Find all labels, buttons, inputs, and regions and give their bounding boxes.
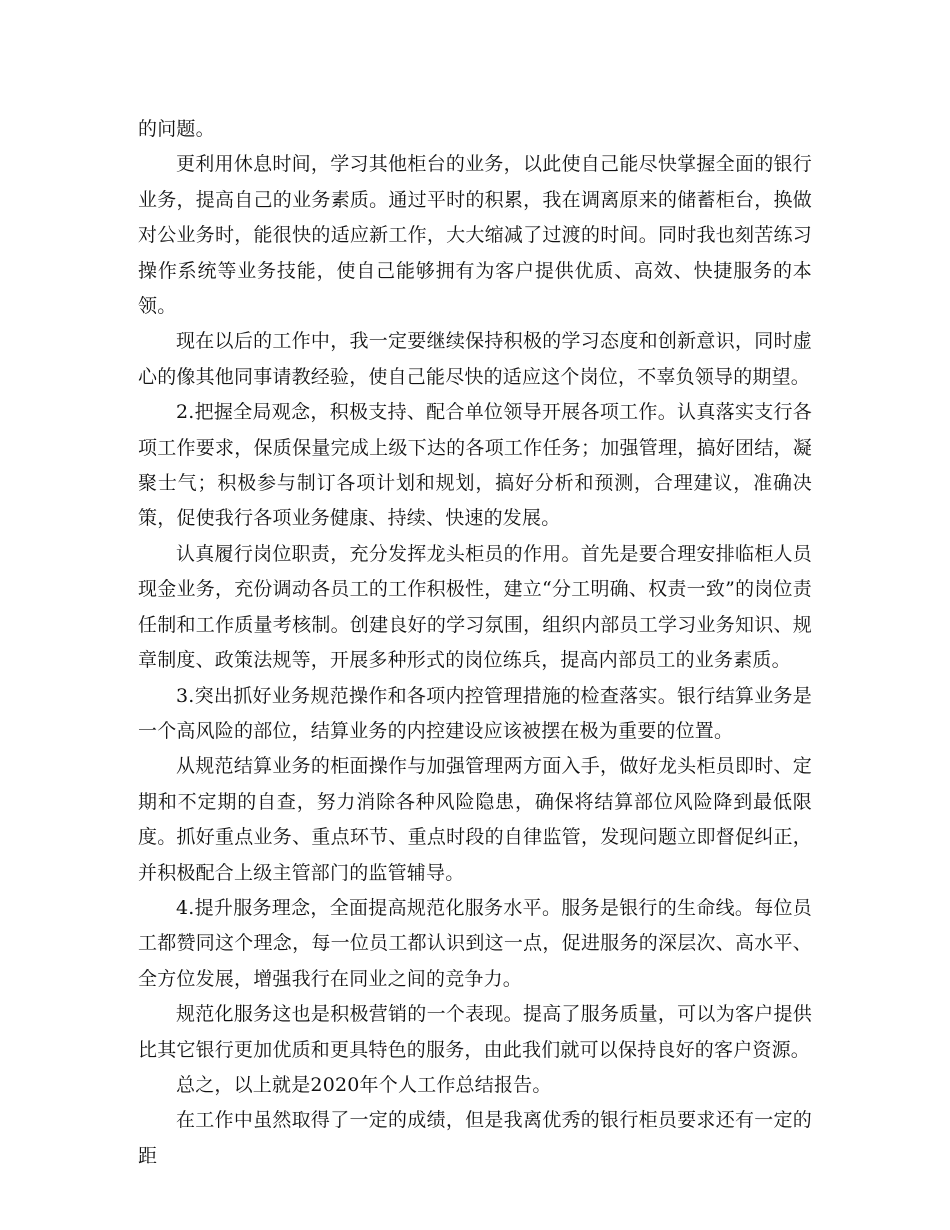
- document-body: [138, 112, 812, 1174]
- paragraph-10: 总之，以上就是2020年个人工作总结报告。: [176, 1073, 552, 1096]
- paragraph-1: 的问题。: [138, 118, 215, 140]
- paragraph-9: 规范化服务这也是积极营销的一个表现。提高了服务质量，可以为客户提供比其它银行更加优质和更具特色的服务，由此我们就可以保持良好的客户资源。: [138, 1003, 812, 1061]
- paragraph-3: 现在以后的工作中，我一定要继续保持积极的学习态度和创新意识，同时虚心的像其他同事请教经验，使自己能尽快的适应这个岗位，不辜负领导的期望。: [138, 330, 812, 388]
- paragraph-2: 更利用休息时间，学习其他柜台的业务，以此使自己能尽快掌握全面的银行业务，提高自己的业务素质。通过平时的积累，我在调离原来的储蓄柜台，换做对公业务时，能很快的适应新工作，大大缩减了过渡的时间。同时我也刻苦练习操作系统等业务技能，使自己能够拥有为客户提供优质、高效、快捷服务的本领。: [138, 153, 812, 318]
- paragraph-5: 认真履行岗位职责，充分发挥龙头柜员的作用。首先是要合理安排临柜人员现金业务，充份调动各员工的工作积极性，建立“分工明确、权责一致”的岗位责任制和工作质量考核制。创建良好的学习氛围，组织内部员工学习业务知识、规章制度、政策法规等，开展多种形式的岗位练兵，提高内部员工的业务素质。: [138, 542, 812, 672]
- paragraph-6: 3.突出抓好业务规范操作和各项内控管理措施的检查落实。银行结算业务是一个高风险的部位，结算业务的内控建设应该被摆在极为重要的位置。: [138, 684, 812, 742]
- paragraph-11: 在工作中虽然取得了一定的成绩，但是我离优秀的银行柜员要求还有一定的距: [138, 1109, 812, 1167]
- paragraph-7: 从规范结算业务的柜面操作与加强管理两方面入手，做好龙头柜员即时、定期和不定期的自查，努力消除各种风险隐患，确保将结算部位风险降到最低限度。抓好重点业务、重点环节、重点时段的自律监管，发现问题立即督促纠正，并积极配合上级主管部门的监管辅导。: [138, 755, 812, 884]
- paragraph-4: 2.把握全局观念，积极支持、配合单位领导开展各项工作。认真落实支行各项工作要求，保质保量完成上级下达的各项工作任务；加强管理，搞好团结，凝聚士气；积极参与制订各项计划和规划，搞好分析和预测，合理建议，准确决策，促使我行各项业务健康、持续、快速的发展。: [138, 401, 812, 530]
- paragraph-8: 4.提升服务理念，全面提高规范化服务水平。服务是银行的生命线。每位员工都赞同这个理念，每一位员工都认识到这一点，促进服务的深层次、高水平、全方位发展，增强我行在同业之间的竞争力。: [138, 896, 812, 990]
